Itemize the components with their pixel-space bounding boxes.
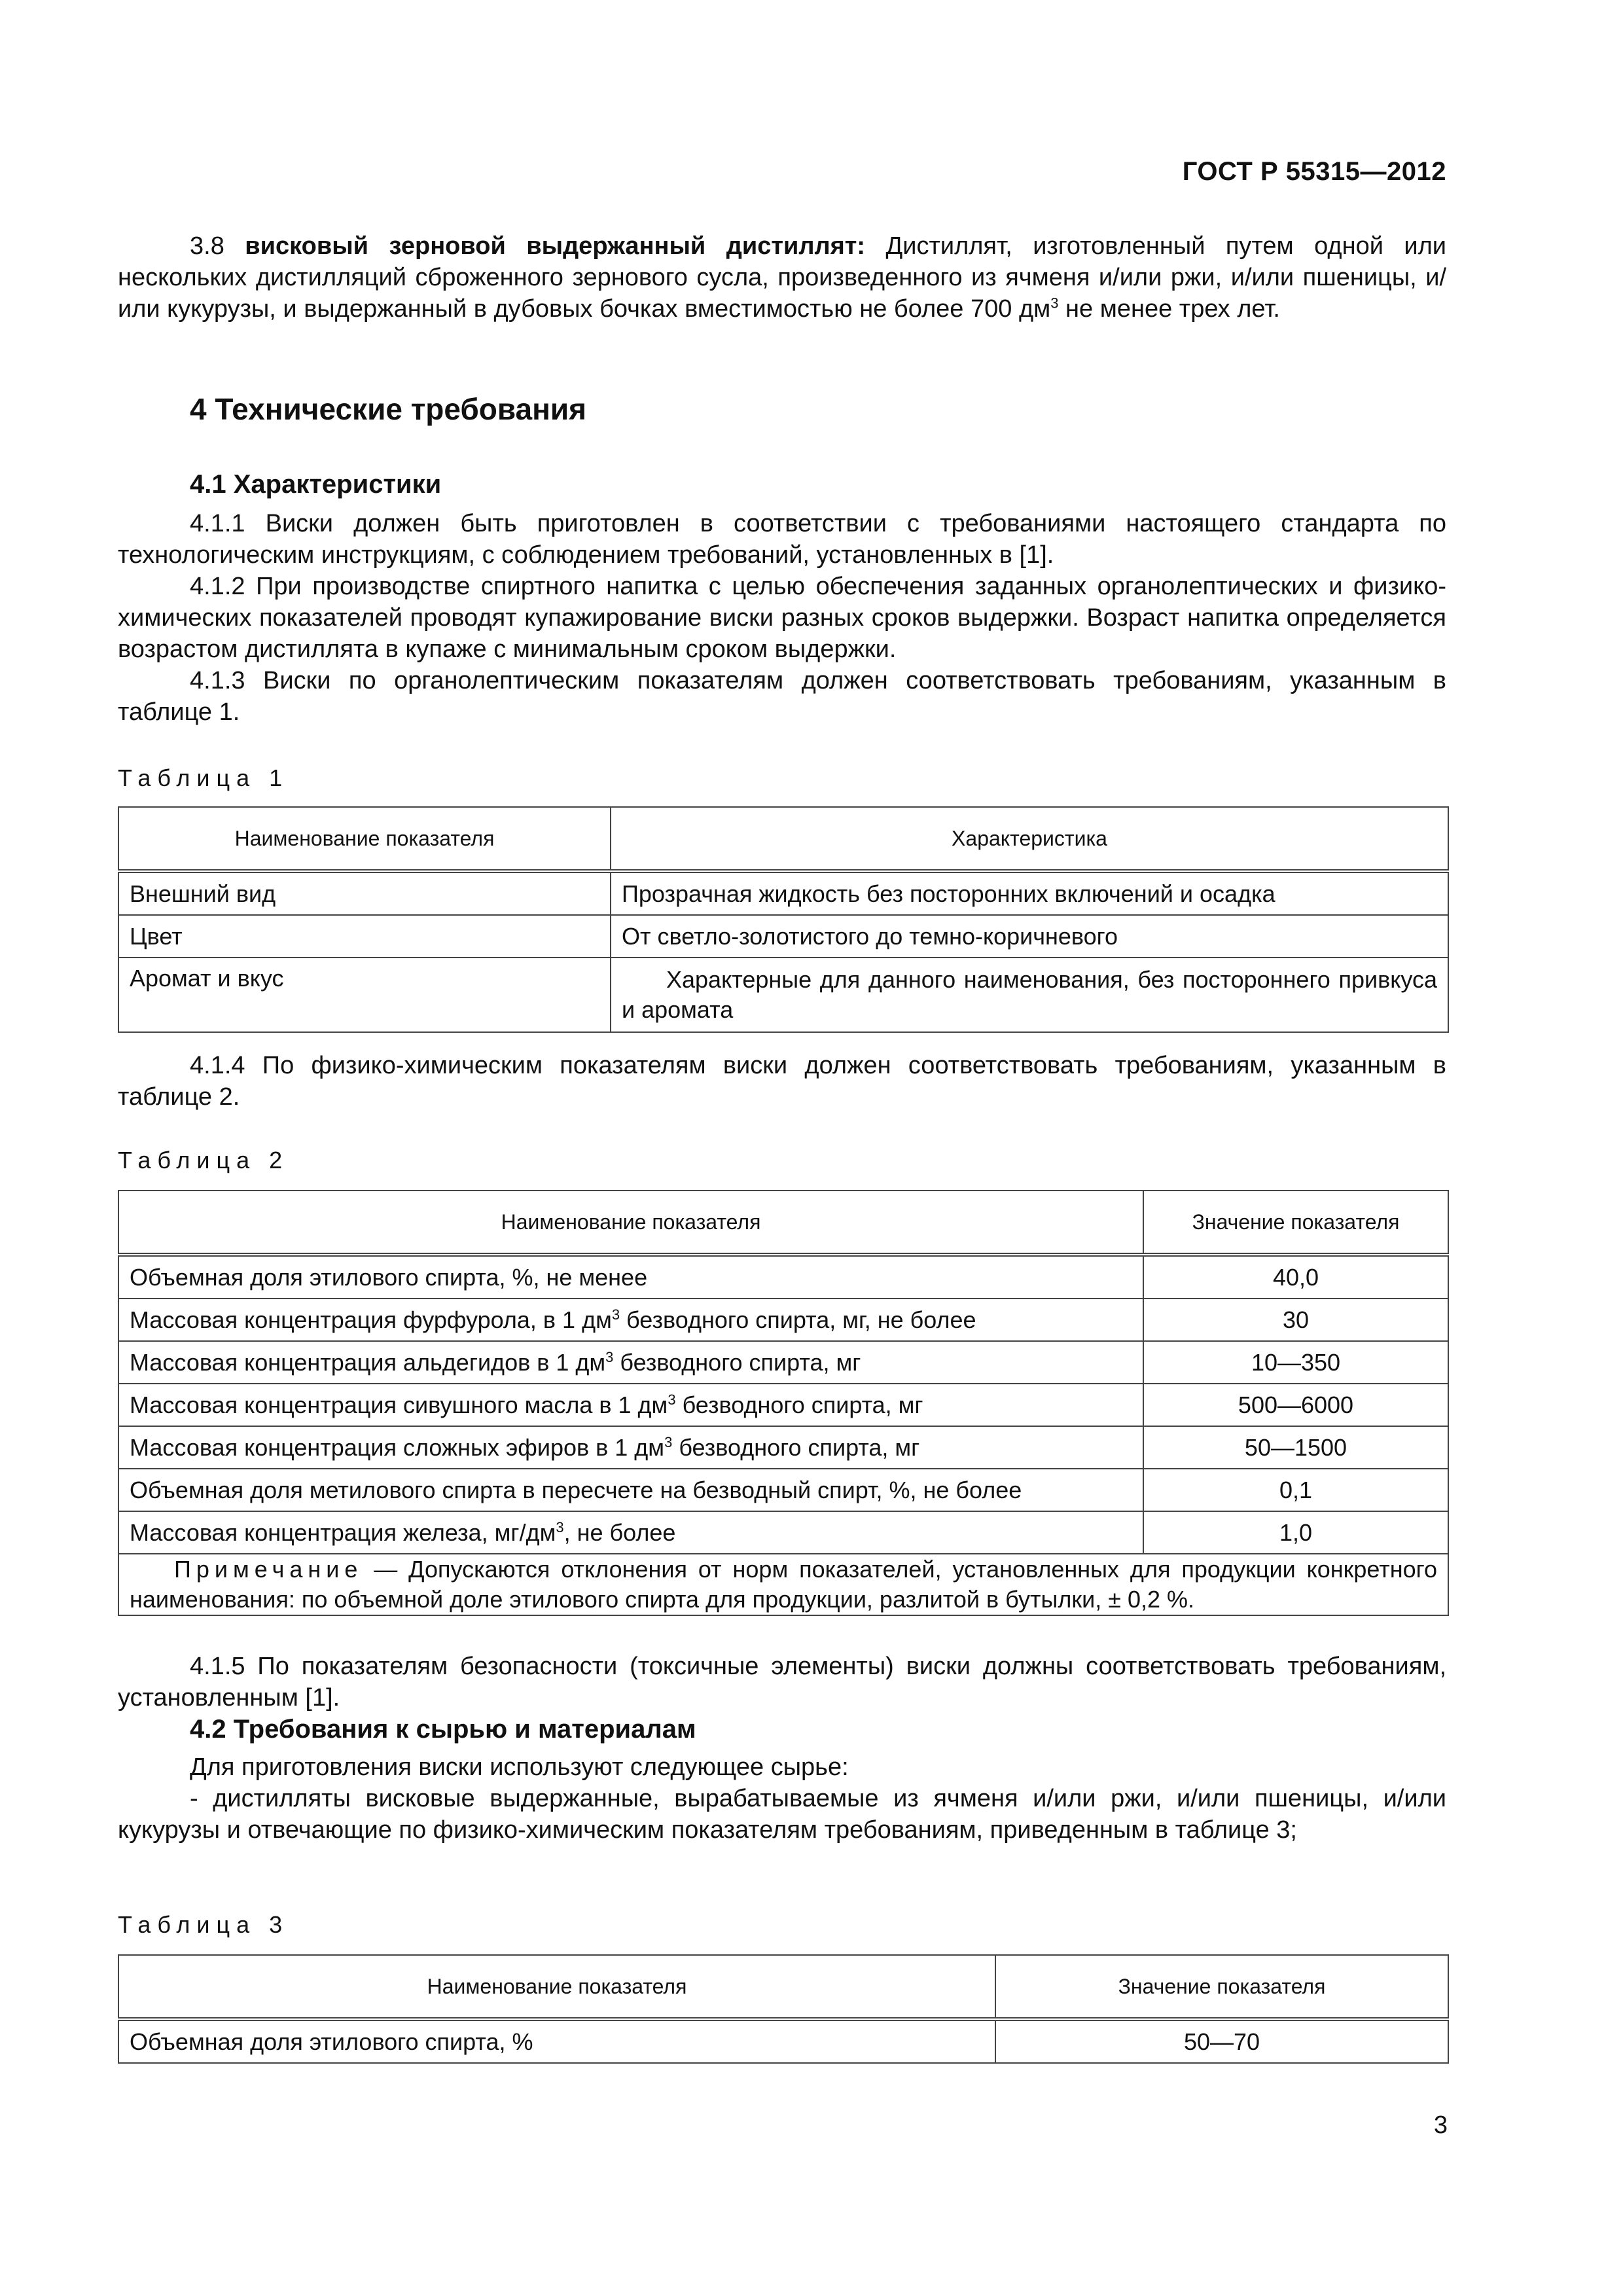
table-cell: Объемная доля этилового спирта, %, не менее — [118, 1255, 1143, 1299]
term: висковый зерновой выдержанный дистиллят: — [245, 232, 866, 260]
clause-4-1-4: 4.1.4 По физико-химическим показателям виски должен соответствовать требованиям, указанным в таблице 2. — [118, 1052, 1446, 1111]
table-2-header: Наименование показателя — [118, 1191, 1143, 1255]
table-cell: Объемная доля этилового спирта, % — [118, 2019, 995, 2063]
clause-4-2-item: - дистилляты висковые выдержанные, вырабатываемые из ячменя и/или ржи, и/или пшеницы, и/или кукурузы и отвечающие по физико-химическим показателям требованиям, приведенным в таблице 3; — [118, 1785, 1446, 1844]
table-1-caption: Таблица 1 — [118, 764, 289, 791]
section-4-1-heading: 4.1 Характеристики — [190, 470, 442, 499]
document-code: ГОСТ Р 55315—2012 — [1182, 157, 1446, 186]
clause-4-1-3: 4.1.3 Виски по органолептическим показателям должен соответствовать требованиям, указанным в таблице 1. — [118, 667, 1446, 726]
table-cell: 500—6000 — [1143, 1384, 1448, 1426]
table-cell: 10—350 — [1143, 1341, 1448, 1384]
table-1-header: Характеристика — [611, 807, 1448, 871]
table-1 — [118, 806, 1449, 1033]
table-row — [118, 1469, 1448, 1511]
table-2-note: Примечание — Допускаются отклонения от норм показателей, установленных для продукции конкретного наименования: по объемной доле этилового спирта для продукции, разлитой в бутылки, ± 0,2 %. — [118, 1554, 1448, 1615]
table-row — [118, 1426, 1448, 1469]
table-cell: Цвет — [118, 915, 611, 958]
table-row — [118, 871, 1448, 915]
table-cell: Характерные для данного наименования, без постороннего привкуса и аромата — [611, 958, 1448, 1032]
table-cell: Аромат и вкус — [118, 958, 611, 1032]
table-row — [118, 1341, 1448, 1384]
table-cell: 30 — [1143, 1299, 1448, 1341]
table-cell: Массовая концентрация фурфурола, в 1 $дм^3$ безводного спирта, мг, не более — [118, 1299, 1143, 1341]
note-label: Примечание — [174, 1556, 363, 1583]
page-number: 3 — [1433, 2111, 1448, 2139]
section-4-heading: 4 Технические требования — [190, 392, 586, 426]
table-cell: Массовая концентрация альдегидов в 1 $дм^3$ безводного спирта, мг — [118, 1341, 1143, 1384]
clause-3-8: 3.8 висковый зерновой выдержанный дистиллят: Дистиллят, изготовленный путем одной или нескольких дистилляций сброженного зернового сусла, произведенного из ячменя и/или ржи, и/или пшеницы, и/или кукурузы, и выдержанный в дубовых бочках вместимостью не более 700 $дм^3$ не менее трех лет. — [118, 232, 1447, 323]
clause-4-1-1: 4.1.1 Виски должен быть приготовлен в соответствии с требованиями настоящего стандарта по технологическим инструкциям, с соблюдением требований, установленных в [1]. — [118, 510, 1446, 569]
table-cell: Прозрачная жидкость без посторонних включений и осадка — [611, 871, 1448, 915]
table-2-header: Значение показателя — [1143, 1191, 1448, 1255]
table-1-header: Наименование показателя — [118, 807, 611, 871]
table-cell: 0,1 — [1143, 1469, 1448, 1511]
clause-4-1-2: 4.1.2 При производстве спиртного напитка с целью обеспечения заданных органолептических и физико-химических показателей проводят купажирование виски разных сроков выдержки. Возраст напитка определяется возрастом дистиллята в купаже с минимальным сроком выдержки. — [118, 573, 1446, 663]
table-3-header: Значение показателя — [995, 1955, 1448, 2019]
table-cell: От светло-золотистого до темно-коричневого — [611, 915, 1448, 958]
table-cell: 1,0 — [1143, 1511, 1448, 1554]
table-cell: Массовая концентрация сивушного масла в 1 $дм^3$ безводного спирта, мг — [118, 1384, 1143, 1426]
table-cell: Массовая концентрация железа, $мг/дм^3$, не более — [118, 1511, 1143, 1554]
section-4-2-heading: 4.2 Требования к сырью и материалам — [190, 1715, 696, 1744]
table-row — [118, 1299, 1448, 1341]
table-3-header: Наименование показателя — [118, 1955, 995, 2019]
table-row — [118, 1255, 1448, 1299]
table-3 — [118, 1954, 1449, 2064]
table-cell: Объемная доля метилового спирта в пересчете на безводный спирт, %, не более — [118, 1469, 1143, 1511]
table-cell: Внешний вид — [118, 871, 611, 915]
table-row — [118, 958, 1448, 1032]
clause-4-2-intro: Для приготовления виски используют следующее сырье: — [190, 1753, 849, 1781]
clause-4-1-5: 4.1.5 По показателям безопасности (токсичные элементы) виски должны соответствовать требованиям, установленным [1]. — [118, 1653, 1446, 1712]
table-cell: 50—70 — [995, 2019, 1448, 2063]
table-2-caption: Таблица 2 — [118, 1147, 289, 1174]
table-cell: Массовая концентрация сложных эфиров в 1 $дм^3$ безводного спирта, мг — [118, 1426, 1143, 1469]
table-row — [118, 915, 1448, 958]
table-2 — [118, 1190, 1449, 1616]
table-note-row — [118, 1554, 1448, 1615]
table-cell: 40,0 — [1143, 1255, 1448, 1299]
table-row — [118, 1384, 1448, 1426]
table-cell: 50—1500 — [1143, 1426, 1448, 1469]
table-3-caption: Таблица 3 — [118, 1911, 289, 1938]
table-row — [118, 1511, 1448, 1554]
table-row — [118, 2019, 1448, 2063]
